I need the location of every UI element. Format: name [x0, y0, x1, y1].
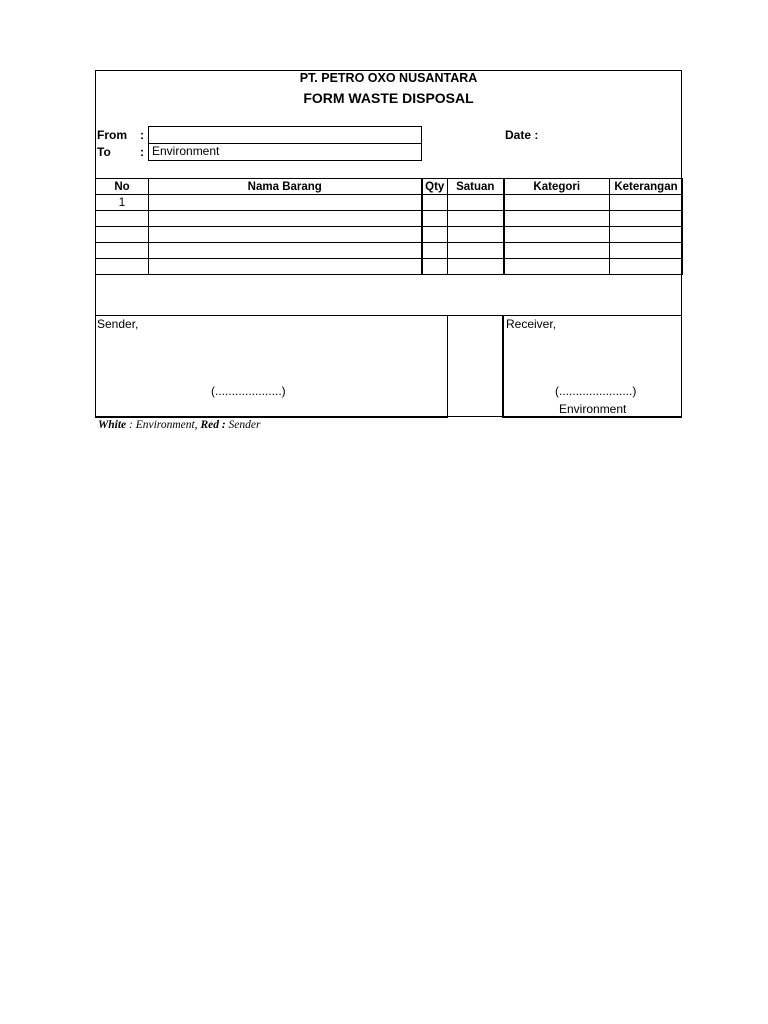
cell-keterangan[interactable]: [610, 227, 683, 243]
from-label: From: [97, 128, 127, 142]
header-kategori: Kategori: [504, 179, 610, 195]
header-qty: Qty: [422, 179, 448, 195]
sender-box: [95, 315, 448, 418]
receiver-label: Receiver,: [506, 317, 557, 331]
form-title: FORM WASTE DISPOSAL: [303, 90, 474, 106]
legend-red-text: Sender: [225, 419, 261, 431]
table-header-row: [96, 179, 683, 195]
cell-qty[interactable]: [422, 243, 448, 259]
receiver-name: Environment: [559, 402, 627, 416]
sender-label: Sender,: [97, 317, 139, 331]
cell-no[interactable]: [96, 227, 149, 243]
cell-nama-barang[interactable]: [149, 195, 422, 211]
header-nama-barang: Nama Barang: [149, 179, 422, 195]
to-field[interactable]: Environment: [148, 143, 422, 161]
cell-kategori[interactable]: [504, 259, 610, 275]
cell-nama-barang[interactable]: [149, 211, 422, 227]
from-colon: :: [140, 128, 144, 142]
legend-white-label: White: [98, 419, 127, 431]
header-satuan: Satuan: [448, 179, 504, 195]
cell-satuan[interactable]: [448, 195, 504, 211]
cell-nama-barang[interactable]: [149, 259, 422, 275]
from-field[interactable]: [148, 126, 422, 144]
cell-keterangan[interactable]: [610, 243, 683, 259]
receiver-signature-line[interactable]: (......................): [555, 384, 637, 398]
cell-nama-barang[interactable]: [149, 243, 422, 259]
cell-kategori[interactable]: [504, 195, 610, 211]
cell-keterangan[interactable]: [610, 195, 683, 211]
cell-nama-barang[interactable]: [149, 227, 422, 243]
table-row: [96, 259, 683, 275]
header-keterangan: Keterangan: [610, 179, 683, 195]
cell-satuan[interactable]: [448, 259, 504, 275]
table-row: [96, 227, 683, 243]
receiver-box: [502, 315, 682, 418]
cell-keterangan[interactable]: [610, 211, 683, 227]
table-row: [96, 195, 683, 211]
table-row: [96, 211, 683, 227]
cell-kategori[interactable]: [504, 243, 610, 259]
cell-qty[interactable]: [422, 211, 448, 227]
cell-satuan[interactable]: [448, 243, 504, 259]
cell-qty[interactable]: [422, 195, 448, 211]
cell-no[interactable]: [96, 259, 149, 275]
header-no: No: [96, 179, 149, 195]
cell-satuan[interactable]: [448, 211, 504, 227]
legend-white-text: : Environment,: [126, 419, 201, 431]
cell-kategori[interactable]: [504, 211, 610, 227]
cell-no[interactable]: [96, 211, 149, 227]
sender-signature-line[interactable]: (....................): [211, 384, 286, 398]
company-name: PT. PETRO OXO NUSANTARA: [299, 71, 478, 85]
cell-qty[interactable]: [422, 227, 448, 243]
legend-red-label: Red :: [200, 419, 226, 431]
copy-legend: [98, 419, 260, 431]
cell-kategori[interactable]: [504, 227, 610, 243]
cell-satuan[interactable]: [448, 227, 504, 243]
date-label: Date :: [505, 128, 539, 142]
to-colon: :: [140, 145, 144, 159]
items-table: [95, 178, 683, 275]
cell-qty[interactable]: [422, 259, 448, 275]
cell-no[interactable]: 1: [96, 195, 149, 211]
to-label: To: [97, 145, 111, 159]
table-row: [96, 243, 683, 259]
cell-no[interactable]: [96, 243, 149, 259]
cell-keterangan[interactable]: [610, 259, 683, 275]
